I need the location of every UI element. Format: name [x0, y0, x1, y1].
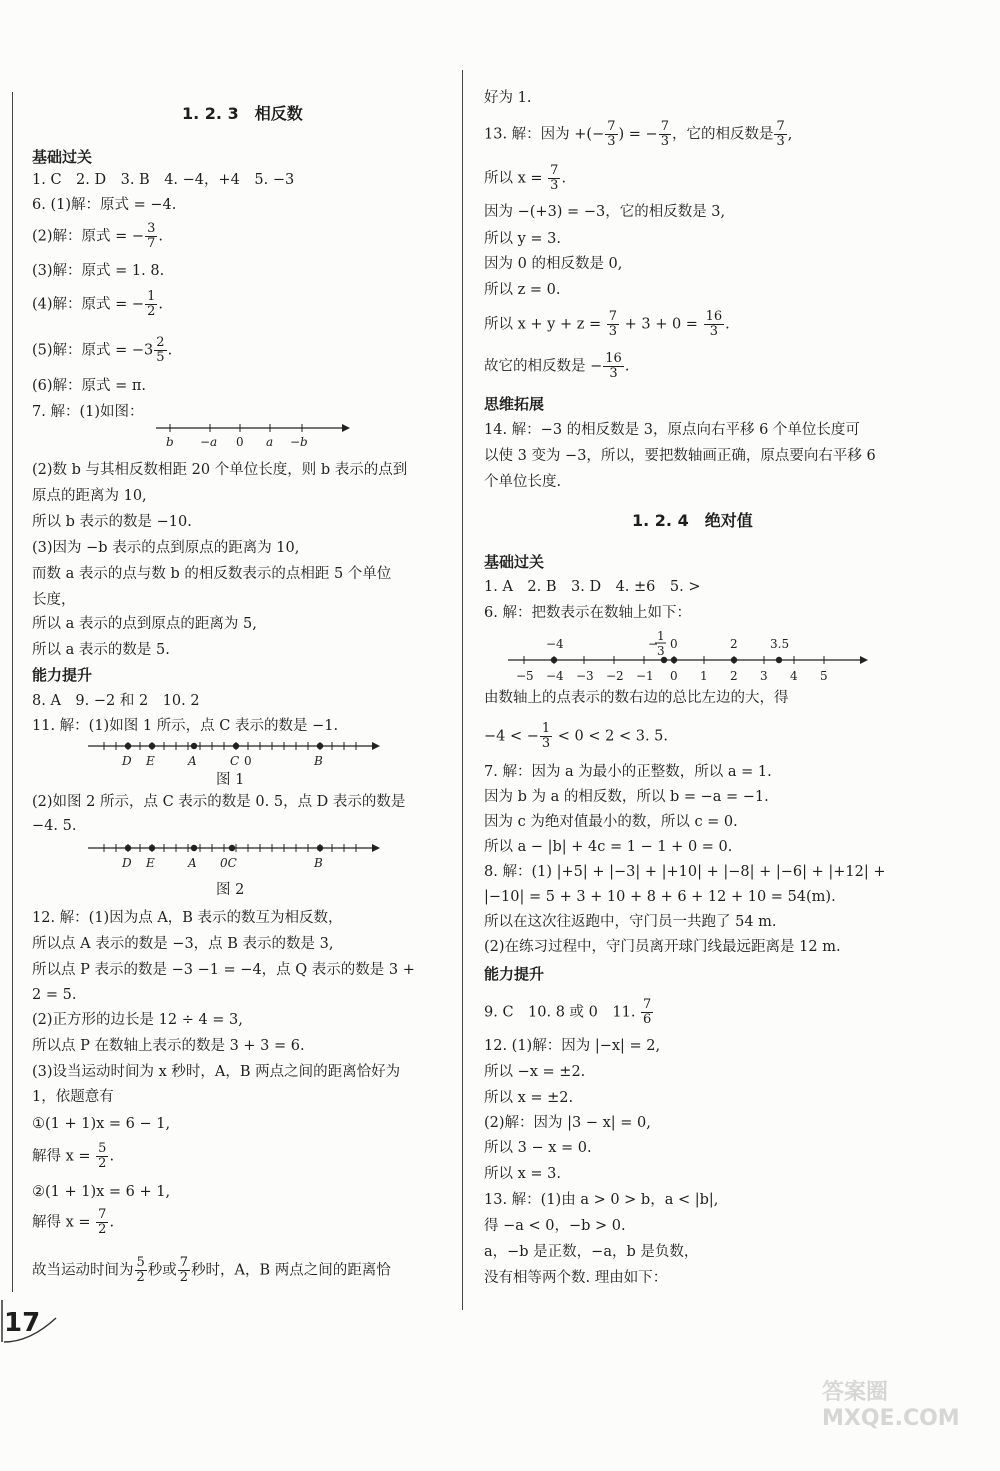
answer-line: ①(1 + 1)x = 6 − 1, — [32, 1116, 171, 1132]
fraction: $\frac{16}{3}$ — [705, 309, 723, 339]
fraction: $\frac{7}{2}$ — [179, 1255, 189, 1285]
answer-line: 6. (1)解：原式 = −4. — [32, 197, 177, 213]
fraction: $\frac{3}{7}$ — [147, 221, 156, 251]
section-title: 1. 2. 3 相反数 — [182, 104, 303, 123]
answer-line: 12. 解：(1)因为点 A，B 表示的数互为相反数， — [32, 910, 343, 926]
point-label: 3.5 — [770, 637, 790, 651]
subsection-heading: 能力提升 — [484, 965, 545, 983]
number-line-label: E — [146, 856, 155, 870]
answer-line: 12. (1)解：因为 |−x| = 2, — [484, 1038, 661, 1054]
tick-label: −3 — [576, 669, 594, 683]
answer-line: (2)如图 2 所示，点 C 表示的数是 0. 5，点 D 表示的数是 — [32, 794, 406, 810]
answer-line: 因为 −(+3) = −3，它的相反数是 3, — [484, 204, 726, 220]
answer-line: 所以 x = $\frac{7}{3}$ . — [484, 163, 567, 193]
answer-line: 1. C 2. D 3. B 4. −4，+4 5. −3 — [32, 172, 295, 188]
number-line-figure-2 — [84, 840, 384, 872]
answer-line: |−10| = 5 + 3 + 10 + 8 + 6 + 12 + 10 = 54(m). — [484, 889, 836, 905]
answer-line: 因为 b 为 a 的相反数，所以 b = −a = −1. — [484, 789, 769, 805]
tick-label: 5 — [820, 669, 828, 683]
answer-line: (3)解：原式 = 1. 8. — [32, 263, 165, 279]
fraction: $\frac{2}{5}$ — [156, 335, 165, 365]
answer-line: 个单位长度. — [484, 474, 562, 490]
subsection-heading: 基础过关 — [32, 148, 93, 166]
watermark — [822, 1380, 992, 1432]
number-line-label: 0C — [220, 856, 237, 870]
answer-line: (3)因为 −b 表示的点到原点的距离为 10, — [32, 540, 300, 556]
number-line-label: B — [314, 754, 323, 768]
answer-line: 所以 x + y + z = $\frac{7}{3}$ + 3 + 0 = $\frac{16}{3}$ . — [484, 309, 730, 339]
answer-line: 解得 x = $\frac{7}{2}$ . — [32, 1207, 115, 1237]
point-label: 1 — [657, 629, 665, 643]
fraction: $\frac{7}{3}$ — [607, 119, 616, 149]
left-margin-rule — [12, 92, 13, 1292]
answer-line: 因为 0 的相反数是 0, — [484, 256, 623, 272]
number-line-label: C — [230, 754, 240, 768]
answer-line: 所以 b 表示的数是 −10. — [32, 514, 192, 530]
fraction: $\frac{7}{6}$ — [643, 997, 652, 1027]
number-line-label: B — [314, 856, 323, 870]
point-label: 3 — [657, 644, 665, 658]
tick-label: 1 — [700, 669, 708, 683]
fraction: $\frac{1}{2}$ — [147, 289, 156, 319]
subsection-heading: 基础过关 — [484, 553, 545, 571]
column-divider — [462, 70, 463, 1310]
fraction: $\frac{7}{3}$ — [550, 163, 559, 193]
tick-label: −5 — [516, 669, 534, 683]
number-line-label: −b — [290, 435, 308, 449]
answer-line: (2)解：原式 = − $\frac{3}{7}$ . — [32, 221, 163, 251]
answer-line: 由数轴上的点表示的数右边的总比左边的大，得 — [484, 690, 789, 706]
answer-line: 所以在这次往返跑中，守门员一共跑了 54 m. — [484, 914, 777, 930]
number-line-label: 0 — [236, 435, 244, 449]
fraction: $\frac{5}{2}$ — [98, 1141, 107, 1171]
number-line-label: 0 — [244, 754, 252, 768]
answer-line: 所以 x = ±2. — [484, 1090, 574, 1106]
subsection-heading: 能力提升 — [32, 666, 93, 684]
answer-line: 因为 c 为绝对值最小的数，所以 c = 0. — [484, 814, 738, 830]
answer-line: 所以 a − |b| + 4c = 1 − 1 + 0 = 0. — [484, 839, 733, 855]
answer-line: 11. 解：(1)如图 1 所示，点 C 表示的数是 −1. — [32, 718, 339, 734]
point-label: 2 — [730, 637, 738, 651]
answer-line: 以使 3 变为 −3，所以，要把数轴画正确，原点要向右平移 6 — [484, 448, 876, 464]
answer-line: 长度， — [32, 592, 76, 608]
page-number: 17 — [4, 1308, 41, 1338]
tick-label: −2 — [606, 669, 624, 683]
answer-line: 2 = 5. — [32, 987, 77, 1003]
answer-line: 得 −a < 0，−b > 0. — [484, 1218, 626, 1234]
number-line-label: A — [188, 856, 197, 870]
number-line-figure-3 — [504, 626, 874, 684]
answer-line: 所以 y = 3. — [484, 231, 562, 247]
number-line-label: D — [122, 856, 132, 870]
number-line-label: −a — [200, 435, 218, 449]
answer-line: 7. 解：(1)如图： — [32, 404, 144, 420]
answer-line: 所以点 P 在数轴上表示的数是 3 + 3 = 6. — [32, 1038, 305, 1054]
answer-line: 1，依题意有 — [32, 1089, 114, 1105]
answer-line: 故当运动时间为 $\frac{5}{2}$ 秒或 $\frac{7}{2}$ 秒时，A，B 两点之间的距离恰 — [32, 1255, 391, 1285]
number-line-figure-1 — [84, 738, 384, 770]
answer-line: ②(1 + 1)x = 6 + 1, — [32, 1184, 171, 1200]
answer-line: 解得 x = $\frac{5}{2}$ . — [32, 1141, 115, 1171]
answer-line: 9. C 10. 8 或 0 11. $\frac{7}{6}$ — [484, 997, 652, 1027]
answer-line: (3)设当运动时间为 x 秒时，A，B 两点之间的距离恰好为 — [32, 1064, 401, 1080]
answer-line: 14. 解：−3 的相反数是 3，原点向右平移 6 个单位长度可 — [484, 422, 860, 438]
answer-line: 好为 1. — [484, 90, 532, 106]
number-line-label: a — [266, 435, 274, 449]
tick-label: −4 — [546, 669, 564, 683]
number-line-label: b — [166, 435, 174, 449]
answer-line: 所以 z = 0. — [484, 282, 561, 298]
answer-line: 原点的距离为 10, — [32, 488, 147, 504]
point-label: −4 — [546, 637, 564, 651]
answer-line: (2)解：因为 |3 − x| = 0, — [484, 1115, 651, 1131]
answer-line: (2)在练习过程中，守门员离开球门线最远距离是 12 m. — [484, 939, 841, 955]
answer-line: −4. 5. — [32, 818, 77, 834]
answer-line: 故它的相反数是 − $\frac{16}{3}$ . — [484, 351, 630, 381]
number-line-label: A — [188, 754, 197, 768]
section-title: 1. 2. 4 绝对值 — [632, 511, 753, 530]
answer-line: (2)正方形的边长是 12 ÷ 4 = 3, — [32, 1012, 243, 1028]
number-line-figure — [152, 422, 352, 452]
answer-line: 没有相等两个数. 理由如下： — [484, 1270, 668, 1286]
point-label: − — [648, 637, 659, 651]
answer-line: a，−b 是正数，−a，b 是负数， — [484, 1244, 699, 1260]
answer-line: 而数 a 表示的点与数 b 的相反数表示的点相距 5 个单位 — [32, 566, 392, 582]
figure-caption: 图 1 — [216, 772, 245, 788]
answer-line: 所以 −x = ±2. — [484, 1064, 586, 1080]
answer-line: (6)解：原式 = π. — [32, 378, 147, 394]
answer-line: 13. 解：因为 +(− $\frac{7}{3}$ ) = − $\frac{7}{3}$ ，它的相反数是 $\frac{7}{3}$ , — [484, 119, 793, 149]
answer-line: 所以点 A 表示的数是 −3，点 B 表示的数是 3, — [32, 936, 334, 952]
tick-label: 3 — [760, 669, 768, 683]
answer-line: (5)解：原式 = −3 $\frac{2}{5}$ . — [32, 335, 173, 365]
fraction: $\frac{16}{3}$ — [605, 351, 622, 381]
answer-line: 8. 解：(1) |+5| + |−3| + |+10| + |−8| + |−6| + |+12| + — [484, 864, 886, 880]
fraction: $\frac{5}{2}$ — [136, 1255, 145, 1285]
answer-line: (4)解：原式 = − $\frac{1}{2}$ . — [32, 289, 163, 319]
fraction: $\frac{7}{3}$ — [660, 119, 669, 149]
answer-line: 所以 a 表示的点到原点的距离为 5, — [32, 616, 257, 632]
answer-line: 所以点 P 表示的数是 −3 −1 = −4，点 Q 表示的数是 3 + — [32, 962, 415, 978]
subsection-heading: 思维拓展 — [484, 395, 545, 413]
answer-line: 1. A 2. B 3. D 4. ±6 5. > — [484, 579, 701, 595]
number-line-label: E — [146, 754, 155, 768]
answer-line: (2)数 b 与其相反数相距 20 个单位长度，则 b 表示的点到 — [32, 462, 408, 478]
fraction: $\frac{7}{2}$ — [98, 1207, 107, 1237]
point-label: 0 — [670, 637, 678, 651]
fraction: $\frac{1}{3}$ — [541, 721, 551, 751]
answer-line: −4 < − $\frac{1}{3}$ < 0 < 2 < 3. 5. — [484, 721, 669, 751]
answer-line: 8. A 9. −2 和 2 10. 2 — [32, 693, 200, 709]
fraction: $\frac{7}{3}$ — [776, 119, 785, 149]
answer-line: 7. 解：因为 a 为最小的正整数，所以 a = 1. — [484, 764, 772, 780]
answer-line: 所以 x = 3. — [484, 1166, 561, 1182]
tick-label: 2 — [730, 669, 738, 683]
number-line-label: D — [122, 754, 132, 768]
answer-line: 6. 解：把数表示在数轴上如下： — [484, 605, 691, 621]
tick-label: 4 — [790, 669, 798, 683]
answer-line: 所以 a 表示的数是 5. — [32, 642, 170, 658]
answer-line: 所以 3 − x = 0. — [484, 1140, 592, 1156]
watermark-text: 答案圈 MXQE.COM — [822, 1380, 960, 1431]
tick-label: −1 — [636, 669, 654, 683]
answer-line: 13. 解：(1)由 a > 0 > b，a < |b|, — [484, 1192, 719, 1208]
tick-label: 0 — [670, 669, 678, 683]
figure-caption: 图 2 — [216, 882, 245, 898]
fraction: $\frac{7}{3}$ — [608, 309, 618, 339]
